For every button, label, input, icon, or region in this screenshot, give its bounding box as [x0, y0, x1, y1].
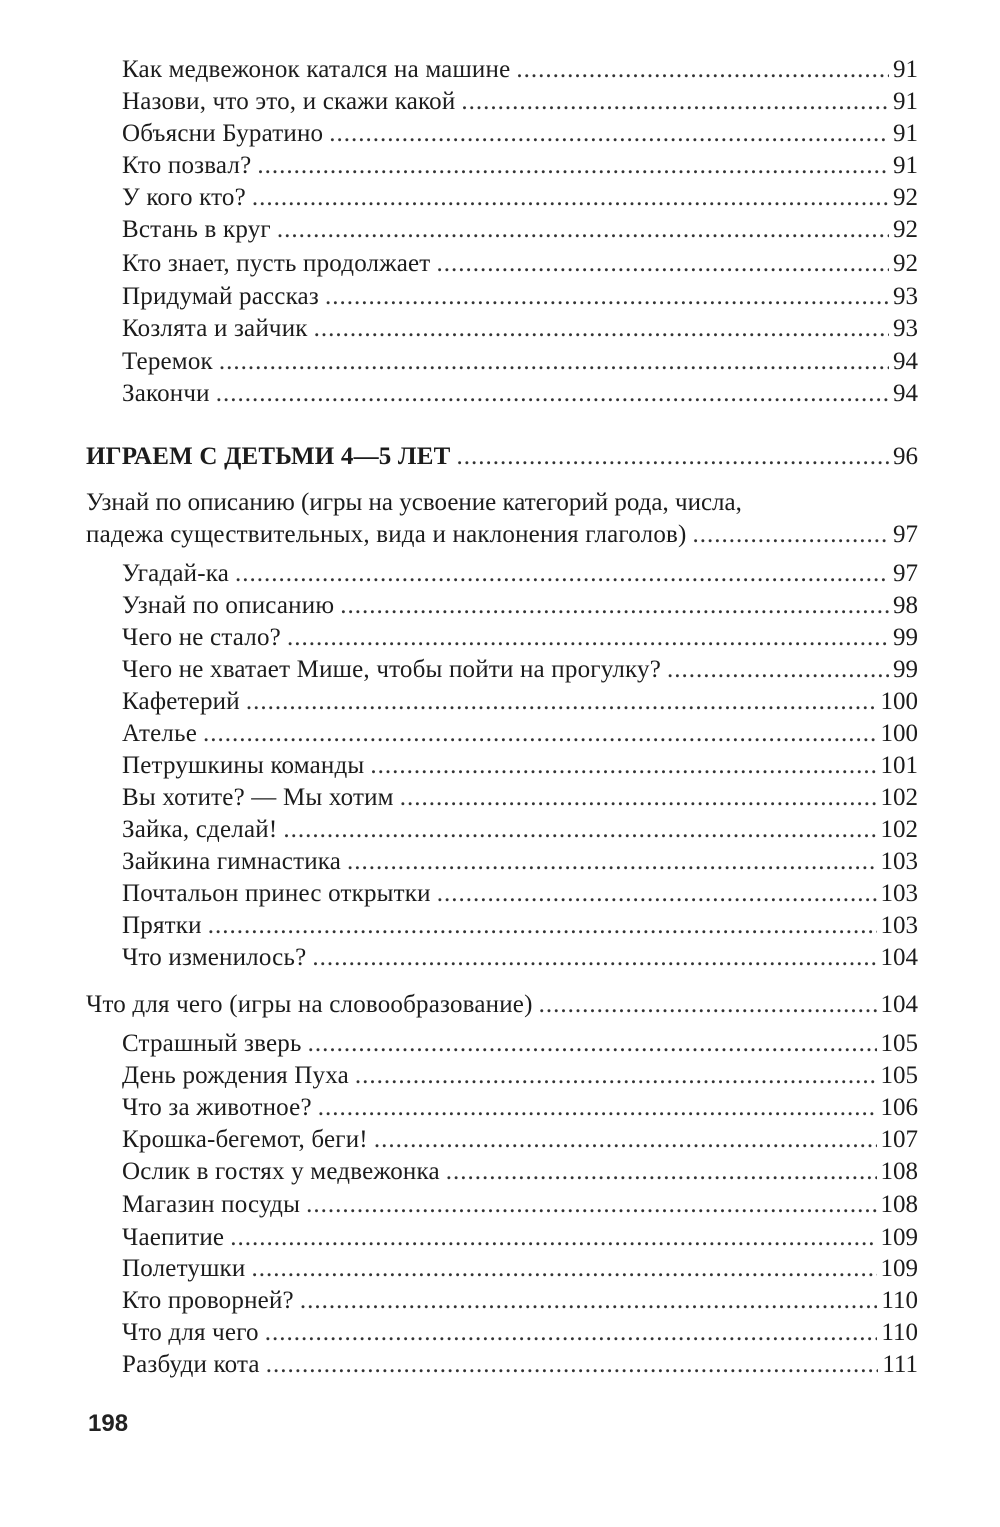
toc-entry-page: 105 — [880, 1062, 918, 1089]
dot-leader — [667, 654, 889, 686]
toc-entry-page: 104 — [880, 944, 918, 971]
toc-entry — [122, 590, 918, 622]
dot-leader — [265, 1317, 878, 1349]
toc-entry — [122, 118, 918, 150]
toc-entry — [122, 654, 918, 686]
chapter-heading — [86, 441, 918, 473]
toc-entry-page: 93 — [893, 315, 918, 342]
dot-leader — [329, 118, 889, 150]
dot-leader — [340, 590, 889, 622]
toc-entry-page: 109 — [880, 1255, 918, 1282]
dot-leader — [325, 281, 889, 313]
dot-leader — [246, 686, 877, 718]
toc-entry-title: Чего не стало? — [122, 624, 281, 651]
toc-entry — [122, 846, 918, 878]
dot-leader — [230, 1222, 876, 1254]
toc-entry-title: Страшный зверь — [122, 1030, 302, 1057]
toc-entry — [122, 718, 918, 750]
toc-entry-title: Крошка-бегемот, беги! — [122, 1126, 368, 1153]
dot-leader — [300, 1285, 878, 1317]
toc-entry-page: 100 — [880, 688, 918, 715]
toc-entry-title: Чего не хватает Мише, чтобы пойти на прогулку? — [122, 656, 661, 683]
toc-entry-title: Что изменилось? — [122, 944, 307, 971]
toc-entry-title: Угадай-ка — [122, 560, 230, 587]
toc-entry-page: 107 — [880, 1126, 918, 1153]
toc-entry — [122, 1285, 918, 1317]
toc-entry — [122, 378, 918, 410]
toc-entry-page: 111 — [882, 1351, 918, 1378]
section-entry — [86, 519, 918, 551]
dot-leader — [370, 750, 876, 782]
toc-entry — [122, 313, 918, 345]
toc-entry-title: Зайка, сделай! — [122, 816, 278, 843]
dot-leader — [437, 878, 877, 910]
toc-entry-page: 98 — [893, 592, 918, 619]
toc-entry-page: 91 — [893, 88, 918, 115]
toc-entry — [122, 214, 918, 246]
toc-entry-title: Прятки — [122, 912, 202, 939]
toc-entry-page: 110 — [881, 1287, 918, 1314]
toc-entry — [122, 1253, 918, 1285]
dot-leader — [216, 378, 889, 410]
toc-entry-title: Объясни Буратино — [122, 120, 324, 147]
toc-entry-title: Что для чего — [122, 1319, 259, 1346]
toc-entry — [122, 750, 918, 782]
toc-entry-page: 105 — [880, 1030, 918, 1057]
toc-entry — [122, 1092, 918, 1124]
toc-entry-title: Назови, что это, и скажи какой — [122, 88, 456, 115]
toc-entry-title: Кто позвал? — [122, 152, 252, 179]
dot-leader — [252, 182, 889, 214]
chapter-page: 96 — [893, 443, 918, 470]
dot-leader — [277, 214, 889, 246]
toc-entry — [122, 1189, 918, 1221]
toc-entry — [122, 86, 918, 118]
dot-leader — [235, 558, 889, 590]
toc-entry-page: 109 — [880, 1224, 918, 1251]
toc-entry-page: 106 — [880, 1094, 918, 1121]
toc-entry-title: Зайкина гимнастика — [122, 848, 342, 875]
toc-entry-title: Встань в круг — [122, 216, 271, 243]
dot-leader — [314, 313, 889, 345]
dot-leader — [219, 346, 889, 378]
toc-entry-title: Узнай по описанию — [122, 592, 335, 619]
toc-entry-title: Ослик в гостях у медвежонка — [122, 1158, 440, 1185]
toc-entry-page: 108 — [880, 1158, 918, 1185]
toc-entry — [122, 346, 918, 378]
toc-entry — [122, 622, 918, 654]
toc-entry-title: Магазин посуды — [122, 1191, 301, 1218]
toc-entry — [122, 1349, 918, 1381]
toc-entry-page: 91 — [893, 152, 918, 179]
dot-leader — [203, 718, 876, 750]
toc-entry-title: Закончи — [122, 380, 210, 407]
toc-entry-title: День рождения Пуха — [122, 1062, 349, 1089]
toc-entry — [122, 686, 918, 718]
dot-leader — [347, 846, 876, 878]
toc-entry — [122, 1156, 918, 1188]
toc-entry-title: Кафетерий — [122, 688, 240, 715]
dot-leader — [446, 1156, 877, 1188]
toc-entry-title: Кто проворней? — [122, 1287, 294, 1314]
toc-entry-title: Разбуди кота — [122, 1351, 260, 1378]
toc-entry-title: Кто знает, пусть продолжает — [122, 250, 431, 277]
toc-entry-title: Козлята и зайчик — [122, 315, 308, 342]
chapter-title: ИГРАЕМ С ДЕТЬМИ 4—5 ЛЕТ — [86, 443, 451, 470]
toc-entry — [122, 54, 918, 86]
toc-entry-page: 102 — [880, 784, 918, 811]
section-page: 104 — [880, 991, 918, 1018]
dot-leader — [287, 622, 889, 654]
toc-entry-page: 99 — [893, 624, 918, 651]
page-number: 198 — [88, 1410, 129, 1437]
toc-entry-title: Вы хотите? — Мы хотим — [122, 784, 394, 811]
toc-entry-title: Теремок — [122, 348, 213, 375]
toc-entry-title: Придумай рассказ — [122, 283, 319, 310]
dot-leader — [539, 989, 877, 1021]
toc-entry — [122, 558, 918, 590]
toc-entry-page: 103 — [880, 912, 918, 939]
toc-entry-title: Петрушкины команды — [122, 752, 365, 779]
toc-entry-page: 108 — [880, 1191, 918, 1218]
dot-leader — [208, 910, 877, 942]
toc-entry-page: 102 — [880, 816, 918, 843]
dot-leader — [461, 86, 889, 118]
dot-leader — [355, 1060, 877, 1092]
toc-entry-page: 92 — [893, 184, 918, 211]
toc-entry — [122, 182, 918, 214]
toc-entry-title: Чаепитие — [122, 1224, 225, 1251]
toc-entry-page: 99 — [893, 656, 918, 683]
toc-entry-page: 93 — [893, 283, 918, 310]
toc-entry-page: 92 — [893, 250, 918, 277]
toc-entry — [122, 1222, 918, 1254]
toc-entry-page: 103 — [880, 880, 918, 907]
section-title: Что для чего (игры на словообразование) — [86, 991, 533, 1018]
section-title-line2: падежа существительных, вида и наклонения глаголов) — [86, 521, 687, 548]
dot-leader — [283, 814, 876, 846]
dot-leader — [318, 1092, 877, 1124]
toc-entry — [122, 150, 918, 182]
dot-leader — [457, 441, 890, 473]
toc-entry-title: Как медвежонок катался на машине — [122, 56, 511, 83]
dot-leader — [400, 782, 877, 814]
toc-entry — [122, 878, 918, 910]
toc-entry-page: 97 — [893, 560, 918, 587]
toc-entry-title: Полетушки — [122, 1255, 246, 1282]
section-title-line1: Узнай по описанию (игры на усвоение категорий рода, числа, — [86, 489, 742, 516]
toc-entry-page: 91 — [893, 56, 918, 83]
toc-entry-page: 100 — [880, 720, 918, 747]
toc-entry-page: 101 — [880, 752, 918, 779]
toc-entry — [122, 248, 918, 280]
toc-entry-title: Ателье — [122, 720, 198, 747]
toc-entry-page: 94 — [893, 380, 918, 407]
toc-entry — [122, 1124, 918, 1156]
dot-leader — [374, 1124, 877, 1156]
toc-entry — [122, 281, 918, 313]
dot-leader — [306, 1189, 876, 1221]
toc-entry — [122, 942, 918, 974]
toc-entry-page: 103 — [880, 848, 918, 875]
toc-entry-page: 94 — [893, 348, 918, 375]
toc-entry-title: Почтальон принес открытки — [122, 880, 431, 907]
dot-leader — [436, 248, 889, 280]
toc-entry — [122, 1028, 918, 1060]
toc-entry-page: 91 — [893, 120, 918, 147]
dot-leader — [251, 1253, 876, 1285]
dot-leader — [516, 54, 889, 86]
dot-leader — [312, 942, 876, 974]
toc-entry — [122, 1060, 918, 1092]
toc-entry-page: 110 — [881, 1319, 918, 1346]
dot-leader — [266, 1349, 879, 1381]
toc-entry-title: Что за животное? — [122, 1094, 312, 1121]
toc-entry — [122, 910, 918, 942]
dot-leader — [308, 1028, 877, 1060]
dot-leader — [257, 150, 889, 182]
section-entry — [86, 989, 918, 1021]
dot-leader — [693, 519, 889, 551]
toc-entry — [122, 814, 918, 846]
toc-entry-page: 92 — [893, 216, 918, 243]
toc-entry — [122, 782, 918, 814]
section-page: 97 — [893, 521, 918, 548]
toc-entry — [122, 1317, 918, 1349]
toc-entry-title: У кого кто? — [122, 184, 246, 211]
